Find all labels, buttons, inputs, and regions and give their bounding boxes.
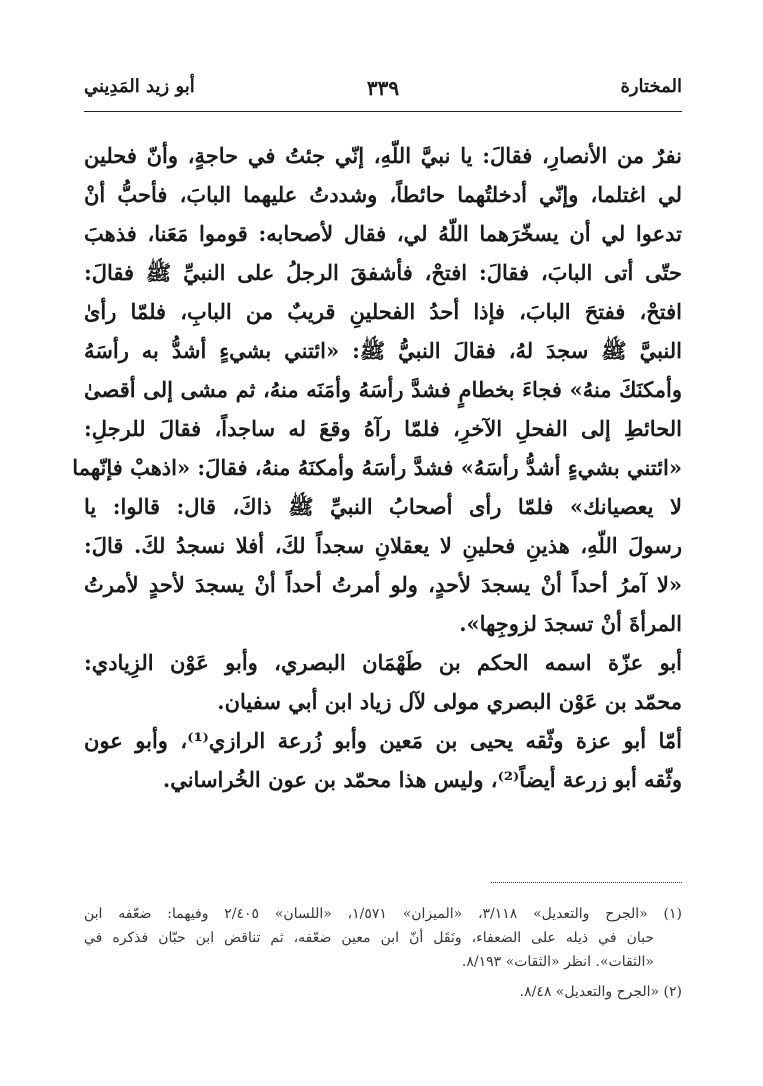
footnotes (84, 902, 682, 1004)
footnote-2 (84, 980, 682, 1004)
footnote-line: حبان في ذيله على الضعفاء، ونَقَل أنّ ابن معين ضعّفه، ثم تناقض ابن حبّان فذكره في (84, 930, 654, 946)
book-title: المختارة (620, 76, 682, 97)
paragraph-grading (84, 721, 682, 799)
text-line: الحائطِ إلى الفحلِ الآخرِ، فلمّا رآهُ وقعَ له ساجداً، فقالَ للرجلِ: (84, 416, 682, 441)
footnote-line: (١) «الجرح والتعديل» ٣/١١٨، «الميزان» ١/٥٧١، «اللسان» ٢/٤٠٥ وفيهما: ضعّفه ابن (84, 906, 682, 922)
text-line: النبيَّ ﷺ سجدَ لهُ، فقالَ النبيُّ ﷺ: «ائتني بشيءٍ أشدُّ به رأسَهُ (84, 338, 682, 363)
header-rule (84, 111, 682, 112)
text-line: تدعوا لي أن يسخّرَهما اللّهُ لي، فقال لأصحابه: قوموا مَعَنا، فذهبَ (84, 221, 682, 246)
running-header (84, 74, 682, 104)
text-line: أبو عزّة اسمه الحكم بن طَهْمَان البصري، وأبو عَوْن الزِيادي: (84, 650, 682, 675)
footnote-1 (84, 902, 682, 974)
text-line: حتّى أتى البابَ، فقالَ: افتحْ، فأشفقَ الرجلُ على النبيِّ ﷺ فقالَ: (84, 260, 682, 285)
text-line: رسولَ اللّهِ، هذينِ فحلينِ لا يعقلانِ سجداً لكَ، أفلا نسجدُ لكَ. قالَ: (84, 533, 682, 558)
paragraph-hadith (72, 136, 682, 643)
text-line: لا يعصيانك» فلمّا رأى أصحابُ النبيِّ ﷺ ذاكَ، قال: قالوا: يا (84, 494, 682, 519)
text-line: افتحْ، ففتحَ البابَ، فإذا أحدُ الفحلينِ قريبٌ من البابِ، فلمّا رأىٰ (84, 299, 682, 324)
text-line: لي اغتلما، وإنّي أدخلتُهما حائطاً، وشددتُ عليهما البابَ، فأحبُّ أنْ (84, 182, 682, 207)
footnote-line: «الثقات». انظر «الثقات» ٨/١٩٣. (461, 954, 654, 970)
page-number: ٣٣٩ (366, 76, 400, 100)
footnote-line: (٢) «الجرح والتعديل» ٨/٤٨. (519, 984, 682, 1000)
text-line: أمّا أبو عزة وثّقه يحيى بن مَعين وأبو زُرعة الرازي⁽¹⁾، وأبو عون (84, 728, 683, 753)
main-text (72, 136, 683, 799)
text-line: «لا آمرُ أحداً أنْ يسجدَ لأحدٍ، ولو أمرتُ أحداً أنْ يسجدَ لأحدٍ لأمرتُ (84, 572, 682, 597)
text-line: المرأةَ أنْ تسجدَ لزوجِها». (459, 611, 682, 636)
text-line: محمّد بن عَوْن البصري مولى لآل زياد ابن أبي سفيان. (217, 689, 682, 714)
text-line: نفرٌ من الأنصارِ، فقالَ: يا نبيَّ اللّهِ، إنّي جئتُ في حاجةٍ، وأنّ فحلين (84, 143, 682, 168)
text-line: وأمكنَكَ منهُ» فجاءَ بخطامٍ فشدَّ رأسَهُ وأمَنَه منهُ، ثم مشى إلى أقصىٰ (84, 377, 682, 402)
chapter-title: أبو زيد المَدِيني (84, 76, 195, 97)
footnote-separator (491, 882, 682, 883)
text-line: «ائتني بشيءٍ أشدُّ رأسَهُ» فشدَّ رأسَهُ وأمكنَهُ منهُ، فقالَ: «اذهبْ فإنّهما (72, 455, 682, 480)
paragraph-narrators (84, 643, 682, 721)
text-line: وثّقه أبو زرعة أيضاً⁽²⁾، وليس هذا محمّد بن عون الخُراساني. (162, 767, 682, 792)
